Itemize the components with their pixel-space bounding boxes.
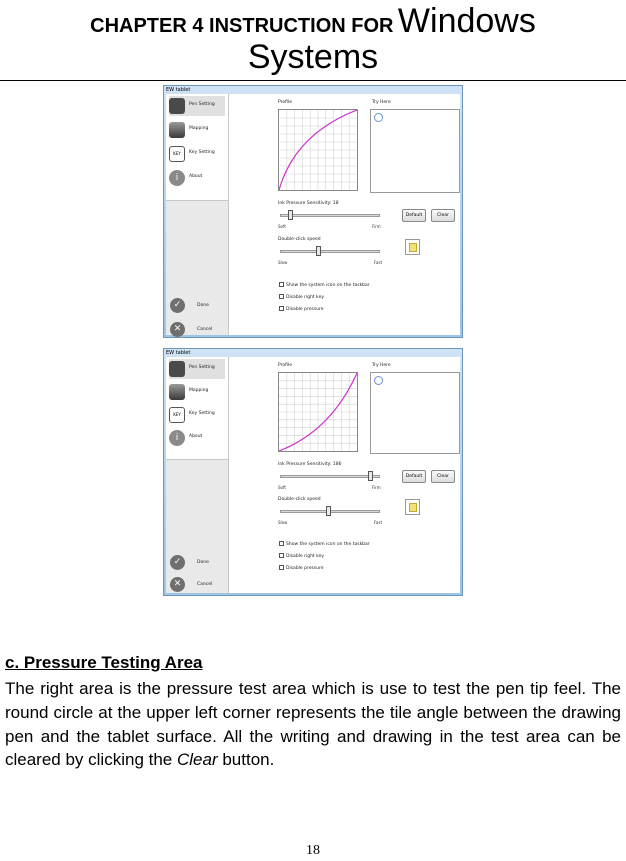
- chapter-title-bold: CHAPTER 4 INSTRUCTION FOR: [90, 15, 394, 37]
- checkbox[interactable]: [279, 565, 284, 570]
- checkbox[interactable]: [279, 553, 284, 558]
- test-area-label: Try Here: [372, 100, 391, 105]
- tilt-indicator-icon: [374, 113, 383, 122]
- pressure-test-area[interactable]: [370, 372, 460, 454]
- window-title: EW tablet: [166, 350, 191, 356]
- checkbox[interactable]: [279, 294, 284, 299]
- default-button[interactable]: Default: [402, 209, 426, 222]
- profile-label: Profile: [278, 100, 292, 105]
- cancel-label: Cancel: [197, 327, 213, 332]
- clear-emphasis: Clear: [176, 750, 218, 770]
- pen-icon: [169, 361, 185, 377]
- option-label: Disable right key: [286, 295, 325, 300]
- sensitivity-max-label: Firm: [372, 485, 381, 490]
- profile-curve-svg: [279, 110, 357, 190]
- double-click-slider[interactable]: [326, 506, 331, 516]
- window-client: [166, 94, 460, 335]
- profile-label: Profile: [278, 363, 292, 368]
- double-click-test-pad[interactable]: [405, 499, 420, 515]
- done-label: Done: [197, 303, 209, 308]
- clear-button[interactable]: Clear: [431, 470, 455, 483]
- sidebar: [166, 357, 229, 593]
- double-click-slider[interactable]: [316, 246, 321, 256]
- folder-icon: [409, 243, 417, 252]
- close-icon: ✕: [170, 322, 185, 337]
- nav-pen-setting[interactable]: [169, 96, 225, 116]
- chapter-header: [0, 0, 626, 81]
- double-click-label: Double-click speed: [278, 237, 321, 242]
- option-label: Show the system icon on the taskbar: [286, 283, 370, 288]
- key-icon: KEY: [169, 407, 185, 423]
- chapter-title-line2: Systems: [247, 38, 379, 76]
- option-label: Disable pressure: [286, 307, 324, 312]
- sidebar-lower: [166, 459, 228, 593]
- nav-label: Pen Setting: [189, 102, 215, 107]
- done-button[interactable]: [169, 297, 225, 315]
- key-icon: KEY: [169, 146, 185, 162]
- checkbox[interactable]: [279, 306, 284, 311]
- check-icon: ✓: [170, 555, 185, 570]
- info-icon: i: [169, 170, 185, 186]
- checkbox[interactable]: [279, 541, 284, 546]
- cancel-button[interactable]: [169, 576, 225, 594]
- folder-icon: [409, 503, 417, 512]
- window-client: [166, 357, 460, 593]
- window-title: EW tablet: [166, 87, 191, 93]
- paragraph-text: The right area is the pressure test area which is use to test the pen tip feel. The round circle at the upper left corner represents the tile angle between the drawing pen and the tablet surface. All the writing and drawing in the test area can be cleared by clicking the: [5, 679, 621, 770]
- sidebar: [166, 94, 229, 335]
- nav-about[interactable]: [169, 428, 225, 448]
- cancel-button[interactable]: [169, 321, 225, 339]
- done-label: Done: [197, 560, 209, 565]
- nav-key-setting[interactable]: [169, 144, 225, 164]
- double-click-min-label: Slow: [278, 520, 288, 525]
- check-icon: ✓: [170, 298, 185, 313]
- default-button[interactable]: Default: [402, 470, 426, 483]
- chapter-title-large: Windows: [397, 2, 536, 40]
- sensitivity-label: Ink Pressure Sensitivity: 18: [278, 201, 339, 206]
- tilt-indicator-icon: [374, 376, 383, 385]
- double-click-track: [280, 250, 380, 253]
- section-paragraph: [5, 677, 621, 772]
- tablet-screenshot-2: [163, 348, 463, 596]
- paragraph-text-end: button.: [217, 750, 275, 770]
- close-icon: ✕: [170, 577, 185, 592]
- sensitivity-track: [280, 475, 380, 478]
- checkbox[interactable]: [279, 282, 284, 287]
- graph-gridlines: [279, 373, 357, 451]
- sensitivity-min-label: Soft: [278, 224, 286, 229]
- nav-key-setting[interactable]: [169, 405, 225, 425]
- double-click-label: Double-click speed: [278, 497, 321, 502]
- double-click-max-label: Fast: [374, 520, 383, 525]
- option-show-icon[interactable]: [279, 282, 370, 288]
- profile-curve-svg: [279, 373, 357, 451]
- done-button[interactable]: [169, 554, 225, 572]
- option-disable-right-key[interactable]: [279, 553, 324, 559]
- nav-label: Key Setting: [189, 411, 215, 416]
- section-heading: c. Pressure Testing Area: [5, 653, 203, 672]
- sensitivity-min-label: Soft: [278, 485, 286, 490]
- double-click-min-label: Slow: [278, 260, 288, 265]
- double-click-test-pad[interactable]: [405, 239, 420, 255]
- option-disable-right-key[interactable]: [279, 294, 324, 300]
- info-icon: i: [169, 430, 185, 446]
- sensitivity-slider[interactable]: [368, 471, 373, 481]
- tablet-screenshot-1: [163, 85, 463, 338]
- graph-gridlines: [279, 110, 357, 190]
- nav-label: About: [189, 434, 203, 439]
- pressure-test-area[interactable]: [370, 109, 460, 193]
- nav-label: Key Setting: [189, 150, 215, 155]
- sensitivity-track: [280, 214, 380, 217]
- nav-mapping[interactable]: [169, 382, 225, 402]
- option-disable-pressure[interactable]: [279, 306, 324, 312]
- tablet-icon: [169, 384, 185, 400]
- double-click-max-label: Fast: [374, 260, 383, 265]
- pressure-profile-graph: [278, 109, 358, 191]
- nav-mapping[interactable]: [169, 120, 225, 140]
- nav-label: Mapping: [189, 388, 209, 393]
- pen-icon: [169, 98, 185, 114]
- sidebar-lower: [166, 200, 228, 335]
- test-area-label: Try Here: [372, 363, 391, 368]
- nav-pen-setting[interactable]: [169, 359, 225, 379]
- option-label: Show the system icon on the taskbar: [286, 542, 370, 547]
- option-show-icon[interactable]: [279, 541, 370, 547]
- nav-label: Mapping: [189, 126, 209, 131]
- clear-button[interactable]: Clear: [431, 209, 455, 222]
- sensitivity-slider[interactable]: [288, 210, 293, 220]
- pressure-profile-graph: [278, 372, 358, 452]
- chapter-title-line1: [0, 2, 626, 41]
- option-label: Disable right key: [286, 554, 325, 559]
- nav-about[interactable]: [169, 168, 225, 188]
- page-number: 18: [306, 843, 320, 858]
- sensitivity-label: Ink Pressure Sensitivity: 186: [278, 462, 342, 467]
- sensitivity-max-label: Firm: [372, 224, 381, 229]
- nav-label: Pen Setting: [189, 365, 215, 370]
- option-disable-pressure[interactable]: [279, 565, 324, 571]
- option-label: Disable pressure: [286, 566, 324, 571]
- cancel-label: Cancel: [197, 582, 213, 587]
- nav-label: About: [189, 174, 203, 179]
- tablet-icon: [169, 122, 185, 138]
